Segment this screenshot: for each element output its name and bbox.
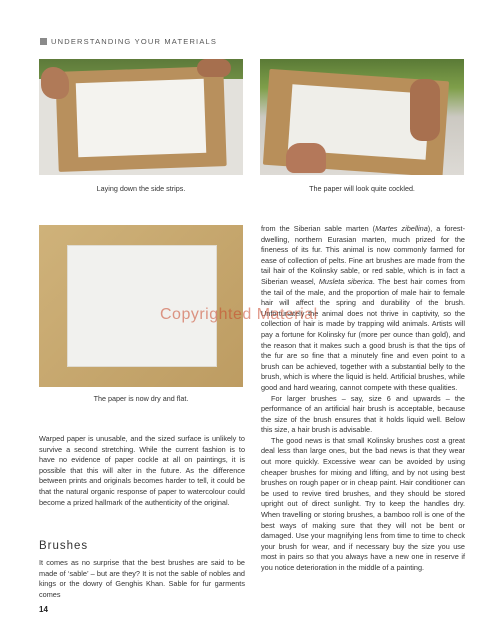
running-header	[40, 37, 217, 46]
section-heading-brushes: Brushes	[39, 540, 89, 552]
caption-photo3: The paper is now dry and flat.	[93, 394, 189, 403]
body-paragraph-brushes-intro: It comes as no surprise that the best brushes are said to be made of ‘sable’ – but are they? It is not the sable of nobles and kings or the dowry of Genghis Khan. Sable for fur garments comes	[39, 558, 245, 599]
page-number: 14	[39, 605, 48, 614]
caption-photo1: Laying down the side strips.	[96, 184, 186, 193]
body-paragraph-warped-paper: Warped paper is unusable, and the sized surface is unlikely to survive a second stretching. While the current fashion is to have no evidence of paper cockle at all on paintings, it is possible that this will alter in the future. As the difference between prints and originals becomes harder to tell, it could be that the natural organic response of paper to watercolour could become a prized hallmark of the authenticity of the original.	[39, 434, 245, 507]
paragraph-larger-brushes: For larger brushes – say, size 6 and upwards – the performance of an artificial hair brush is acceptable, because the size of the brush ensures that it holds liquid well. Below this size, a hair brush is advisable.	[261, 393, 465, 435]
copyright-watermark: Copyrighted Material	[160, 306, 318, 323]
photo-laying-side-strips	[39, 59, 243, 175]
right-column-text	[261, 224, 465, 574]
header-square-icon	[40, 38, 47, 45]
caption-photo2: The paper will look quite cockled.	[309, 184, 415, 193]
paragraph-good-news: The good news is that small Kolinsky brushes cost a great deal less than large ones, but the bad news is that they wear out more quickly. Excessive wear can be avoided by using cheaper brushes for mixing and lifting, and by not using best brushes on rough paper or in cheap paint. Hair conditioner can be used to revive tired brushes, and they should be stored upright out of direct sunlight. Try to keep the handles dry. When travelling or storing brushes, a bamboo roll is one of the best ways of making sure that they will not be bent or damaged. Use your magnifying lens from time to time to check your brush for wear, and if necessary buy the size you use most in pairs so that you always have a new one in reserve if you notice deterioration in the middle of a painting.	[261, 435, 465, 572]
paragraph-sable: from the Siberian sable marten (Martes zibellina), a forest-dwelling, northern Eurasian marten, much prized for the fineness of its fur. This animal is now commonly farmed for ease of collection of pelts. Fine art brushes are made from the tail hair of the Kolinsky sable, or red sable, which is in fact a Siberian weasel, Musleta siberica. The best hair comes from the tail of the male, and the proportion of male hair to female hair will affect the spring and durability of the brush. Unfortunately the animal does not thrive in captivity, so the collection of hair is made by trapping wild animals. Artists will pay a fortune for Kolinsky fur (more per ounce than gold), and the reason that it makes such a good brush is that the tips of the fur are so fine that a minutely fine and even point to a brush can be achieved, together with a substantial belly to the brush, which is where the liquid is held. Artificial brushes, while good and hard wearing, cannot compete with these qualities.	[261, 224, 465, 392]
header-title: UNDERSTANDING YOUR MATERIALS	[51, 37, 218, 46]
photo-paper-cockled	[260, 59, 464, 175]
